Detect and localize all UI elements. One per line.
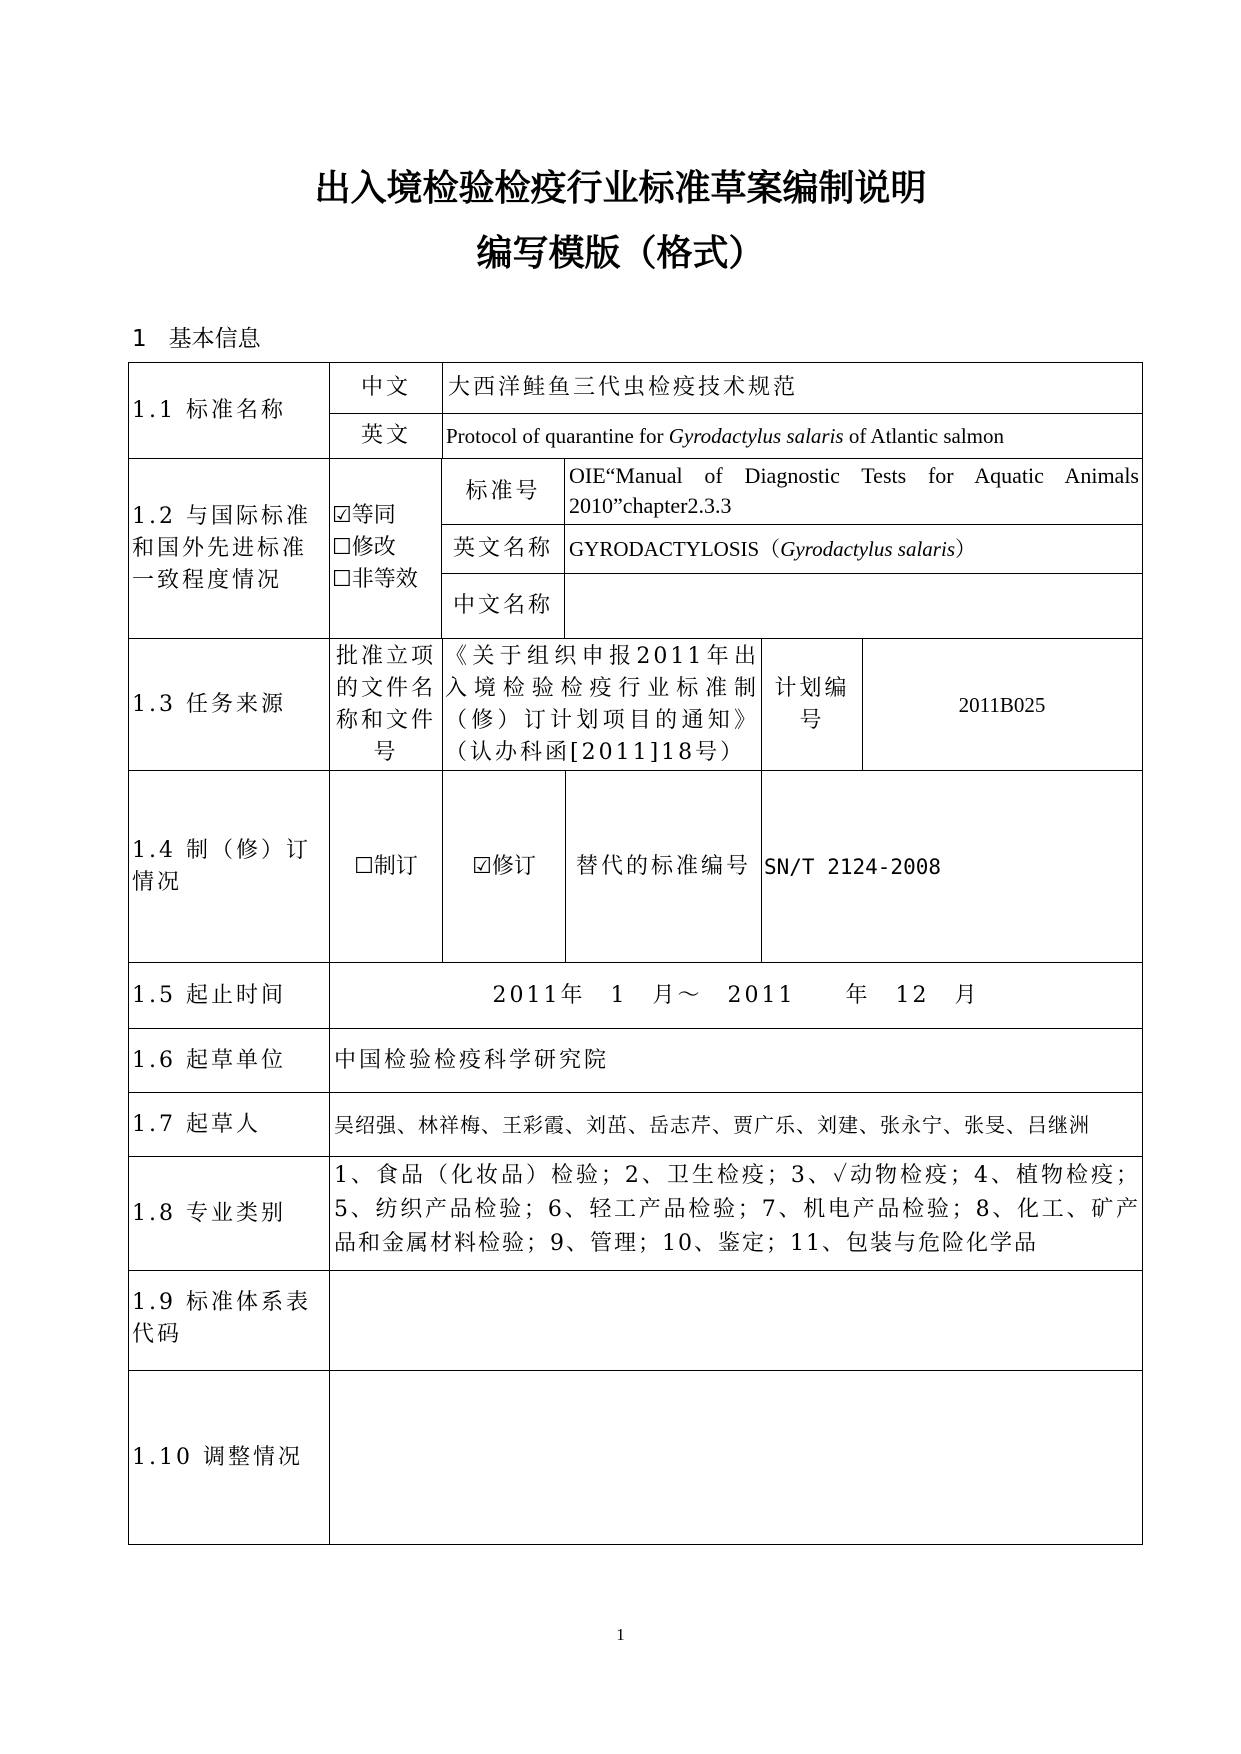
- en-value: [446, 413, 1141, 459]
- document-subtitle: 编写模版（格式）: [476, 233, 765, 274]
- checkbox-checked-icon[interactable]: ☑: [472, 853, 492, 879]
- replace-value: SN/T 2124-2008: [764, 854, 942, 879]
- replace-label: 替代的标准编号: [575, 853, 751, 879]
- std-no-value: OIE“Manual of Diagnostic Tests for Aquatic Animals 2010”chapter2.3.3: [569, 463, 1139, 518]
- cn-label: 中文: [360, 375, 411, 400]
- drafting-unit: 中国检验检疫科学研究院: [334, 1047, 610, 1073]
- en-value-post: of Atlantic salmon: [843, 424, 1004, 448]
- page-number: 1: [616, 1625, 625, 1644]
- label-1-10: 1.10 调整情况: [132, 1444, 303, 1470]
- checkbox-empty-icon[interactable]: ☐: [354, 853, 374, 879]
- label-1-5: 1.5 起止时间: [132, 982, 286, 1008]
- label-1-8: 1.8 专业类别: [132, 1200, 286, 1226]
- doc-value: 《关于组织申报2011年出入境检验检疫行业标准制（修）订计划项目的通知》（认办科函[2011]18号）: [445, 644, 759, 765]
- checkbox-checked-icon[interactable]: ☑: [332, 503, 352, 528]
- section-heading: [132, 320, 261, 353]
- std-no-label: 标准号: [465, 478, 541, 504]
- plan-value: 2011B025: [958, 692, 1046, 717]
- option-modified-label: 修改: [351, 535, 396, 560]
- label-1-2: 1.2 与国际标准和国外先进标准一致程度情况: [132, 503, 311, 593]
- cn-value: 大西洋鲑鱼三代虫检疫技术规范: [448, 375, 799, 400]
- consistency-options: [332, 500, 442, 600]
- drafters: 吴绍强、林祥梅、王彩霞、刘茁、岳志芹、贾广乐、刘建、张永宁、张旻、吕继洲: [334, 1112, 1090, 1137]
- checkbox-empty-icon[interactable]: ☐: [332, 535, 352, 560]
- label-1-7: 1.7 起草人: [132, 1111, 261, 1137]
- plan-label: 计划编号: [774, 675, 850, 733]
- specialty-categories: 1、食品（化妆品）检验；2、卫生检疫；3、✓动物检疫；4、植物检疫；5、纺织产品检验；6、轻工产品检验；7、机电产品检验；8、化工、矿产品和金属材料检验；9、管理；10、鉴定；11、包装与危险化学品: [334, 1163, 1140, 1256]
- en-name-post: ）: [955, 537, 976, 561]
- option-non-equivalent[interactable]: [332, 564, 442, 596]
- en-name-italic: Gyrodactylus salaris: [780, 537, 955, 561]
- document-title: 出入境检验检疫行业标准草案编制说明: [314, 168, 927, 209]
- en-name-value: [569, 524, 1139, 574]
- section-title: 基本信息: [168, 326, 261, 352]
- option-non-equivalent-label: 非等效: [351, 567, 418, 592]
- label-1-3: 1.3 任务来源: [132, 691, 286, 717]
- option-identical[interactable]: [332, 500, 442, 532]
- en-label: 英文: [360, 423, 411, 448]
- en-name-pre: GYRODACTYLOSIS（: [569, 537, 781, 561]
- en-value-pre: Protocol of quarantine for: [446, 424, 669, 448]
- label-1-4: 1.4 制（修）订情况: [132, 837, 311, 895]
- option-formulate[interactable]: [329, 770, 443, 963]
- label-1-9: 1.9 标准体系表代码: [132, 1290, 311, 1347]
- option-revise-label: 修订: [491, 853, 536, 879]
- label-1-1: 1.1 标准名称: [132, 397, 286, 423]
- section-number: 1: [132, 326, 147, 352]
- adjustment-status: [334, 1370, 1140, 1545]
- label-1-6: 1.6 起草单位: [132, 1047, 286, 1073]
- standard-system-code: [334, 1270, 1140, 1371]
- option-revise[interactable]: [442, 770, 566, 963]
- option-identical-label: 等同: [351, 503, 396, 528]
- checkbox-empty-icon[interactable]: ☐: [332, 567, 352, 592]
- cn-name-label: 中文名称: [452, 593, 553, 618]
- cn-name-value: [569, 573, 1139, 639]
- en-value-italic: Gyrodactylus salaris: [668, 424, 844, 448]
- time-range: 2011年 1 月～ 2011 年 12 月: [492, 982, 980, 1008]
- en-name-label: 英文名称: [452, 536, 553, 561]
- option-modified[interactable]: [332, 532, 442, 564]
- doc-label: 批准立项的文件名称和文件号: [335, 644, 436, 765]
- option-formulate-label: 制订: [373, 853, 418, 879]
